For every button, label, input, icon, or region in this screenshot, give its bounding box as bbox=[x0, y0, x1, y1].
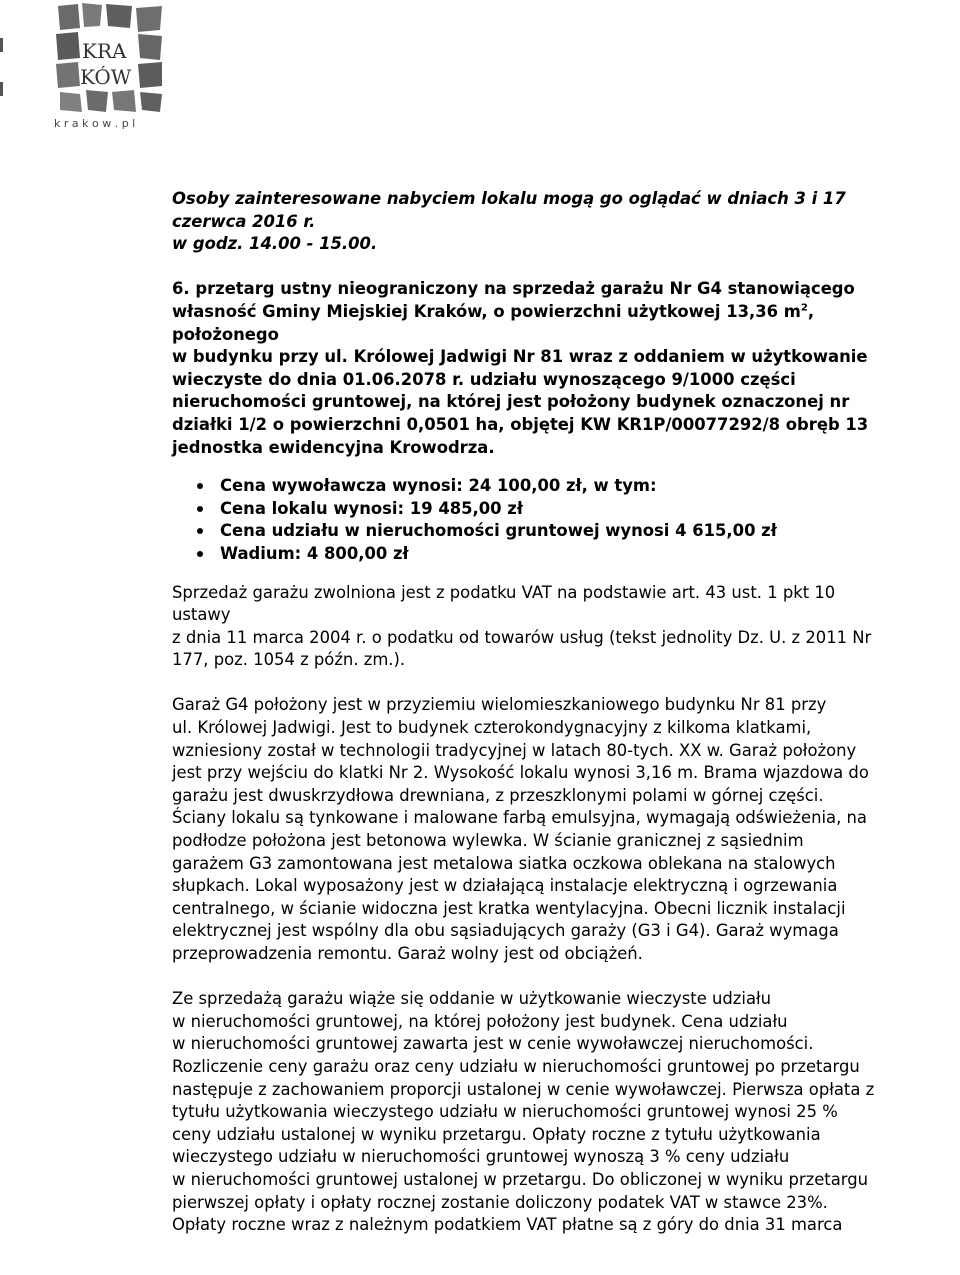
price-item: Wadium: 4 800,00 zł bbox=[220, 543, 958, 566]
tender-description bbox=[172, 278, 958, 459]
krakow-logo-graphic bbox=[0, 0, 180, 130]
viewing-line: czerwca 2016 r. bbox=[172, 211, 316, 231]
usufruct-line: w nieruchomości gruntowej ustalonej w przetargu. Do obliczonej w wyniku przetargu bbox=[172, 1169, 869, 1189]
tender-line: działki 1/2 o powierzchni 0,0501 ha, objętej KW KR1P/00077292/8 obręb 13 bbox=[172, 414, 869, 434]
vat-line: Sprzedaż garażu zwolniona jest z podatku VAT na podstawie art. 43 ust. 1 pkt 10 bbox=[172, 582, 836, 602]
price-item: Cena lokalu wynosi: 19 485,00 zł bbox=[220, 498, 958, 521]
usufruct-line: ceny udziału ustalonej w wyniku przetargu. Opłaty roczne z tytułu użytkowania bbox=[172, 1124, 821, 1144]
viewing-line: Osoby zainteresowane nabyciem lokalu mogą go oglądać w dniach 3 i 17 bbox=[172, 189, 846, 208]
tender-line-text: własność Gminy Miejskiej Kraków, o powierzchni użytkowej 13,36 m bbox=[172, 301, 801, 321]
description-line: jest przy wejściu do klatki Nr 2. Wysokość lokalu wynosi 3,16 m. Brama wjazdowa do bbox=[172, 763, 869, 783]
description-line: wzniesiony został w technologii tradycyjnej w latach 80-tych. XX w. Garaż położony bbox=[172, 740, 857, 760]
tender-line: położonego bbox=[172, 324, 279, 344]
description-line: elektrycznej jest wspólny dla obu sąsiadujących garaży (G3 i G4). Garaż wymaga bbox=[172, 921, 839, 941]
tender-line: w budynku przy ul. Królowej Jadwigi Nr 81 wraz z oddaniem w użytkowanie bbox=[172, 347, 868, 367]
usufruct-line: w nieruchomości gruntowej zawarta jest w cenie wywoławczej nieruchomości. bbox=[172, 1034, 814, 1054]
tender-line: nieruchomości gruntowej, na której jest położony budynek oznaczonej nr bbox=[172, 392, 850, 412]
tender-line: wieczyste do dnia 01.06.2078 r. udziału wynoszącego 9/1000 części bbox=[172, 369, 796, 389]
tender-line-text: , bbox=[807, 301, 815, 321]
krakow-logo bbox=[0, 0, 180, 130]
usufruct-line: Ze sprzedażą garażu wiąże się oddanie w użytkowanie wieczyste udziału bbox=[172, 989, 772, 1009]
usufruct-line: tytułu użytkowania wieczystego udziału w nieruchomości gruntowej wynosi 25 % bbox=[172, 1102, 838, 1122]
price-item: Cena wywoławcza wynosi: 24 100,00 zł, w tym: bbox=[220, 475, 958, 498]
description-line: Garaż G4 położony jest w przyziemiu wielomieszkaniowego budynku Nr 81 przy bbox=[172, 695, 827, 715]
document-body bbox=[172, 188, 958, 1237]
vat-info bbox=[172, 582, 958, 672]
description-line: ul. Królowej Jadwigi. Jest to budynek czterokondygnacyjny z kilkoma klatkami, bbox=[172, 718, 812, 738]
usufruct-line: wieczystego udziału w nieruchomości gruntowej wynoszą 3 % ceny udziału bbox=[172, 1147, 790, 1167]
description-line: garażem G3 zamontowana jest metalowa siatka oczkowa oblekana na stalowych bbox=[172, 853, 836, 873]
viewing-info bbox=[172, 188, 958, 256]
usufruct-line: pierwszej opłaty i opłaty rocznej zostanie doliczony podatek VAT w stawce 23%. bbox=[172, 1192, 828, 1212]
logo-text-line1: KRA bbox=[82, 39, 127, 63]
description-line: przeprowadzenia remontu. Garaż wolny jest od obciążeń. bbox=[172, 944, 643, 963]
superscript: 2 bbox=[800, 302, 808, 314]
vat-line: ustawy bbox=[172, 605, 231, 625]
price-list bbox=[172, 475, 958, 565]
price-item: Cena udziału w nieruchomości gruntowej wynosi 4 615,00 zł bbox=[220, 520, 958, 543]
description-line: słupkach. Lokal wyposażony jest w działającą instalacje elektryczną i ogrzewania bbox=[172, 876, 838, 896]
viewing-line: w godz. 14.00 - 15.00. bbox=[172, 234, 378, 254]
usufruct-line: Opłaty roczne wraz z należnym podatkiem VAT płatne są z góry do dnia 31 marca bbox=[172, 1215, 843, 1235]
tender-line: jednostka ewidencyjna Krowodrza. bbox=[172, 437, 495, 457]
description-line: podłodze położona jest betonowa wylewka. W ścianie granicznej z sąsiednim bbox=[172, 831, 804, 851]
vat-line: 177, poz. 1054 z późn. zm.). bbox=[172, 650, 406, 670]
description-line: Ściany lokalu są tynkowane i malowane farbą emulsyjna, wymagają odświeżenia, na bbox=[172, 808, 867, 828]
usufruct-line: Rozliczenie ceny garażu oraz ceny udziału w nieruchomości gruntowej po przetargu bbox=[172, 1056, 860, 1076]
usufruct-line: następuje z zachowaniem proporcji ustalonej w cenie wywoławczej. Pierwsza opłata z bbox=[172, 1079, 875, 1099]
description-line: garażu jest dwuskrzydłowa drewniana, z przeszklonymi polami w górnej części. bbox=[172, 785, 824, 805]
logo-text-line2: KÓW bbox=[80, 65, 132, 89]
logo-footer-text: k r a k o w . p l bbox=[54, 117, 136, 130]
vat-line: z dnia 11 marca 2004 r. o podatku od towarów usług (tekst jednolity Dz. U. z 2011 Nr bbox=[172, 627, 872, 647]
usufruct-line: w nieruchomości gruntowej, na której położony jest budynek. Cena udziału bbox=[172, 1011, 788, 1031]
description-line: centralnego, w ścianie widoczna jest kratka wentylacyjna. Obecni licznik instalacji bbox=[172, 898, 846, 918]
usufruct-info bbox=[172, 988, 958, 1237]
tender-line: 6. przetarg ustny nieograniczony na sprzedaż garażu Nr G4 stanowiącego bbox=[172, 279, 855, 299]
tender-line bbox=[172, 301, 958, 324]
garage-description bbox=[172, 694, 958, 965]
